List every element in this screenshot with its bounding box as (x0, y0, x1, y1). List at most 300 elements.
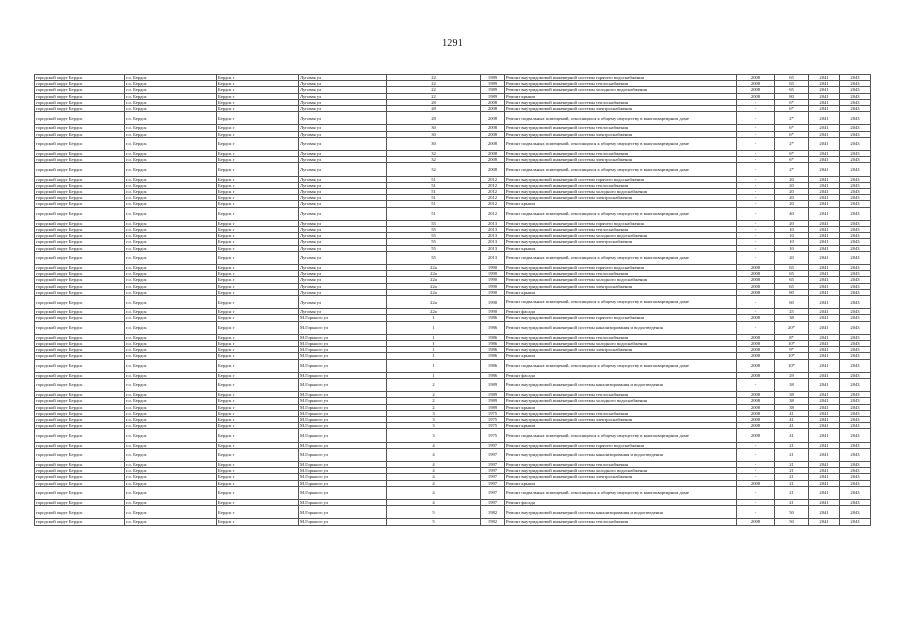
period-end-cell: 2043 (840, 265, 871, 271)
last-repair-year-cell: - (737, 137, 775, 150)
locality-cell: Бердск г (217, 506, 299, 519)
street-cell: М.Горького ул (299, 321, 387, 334)
period-start-cell: 2041 (809, 189, 840, 195)
last-repair-year-cell: - (737, 461, 775, 467)
last-repair-year-cell: 2008 (737, 277, 775, 283)
period-end-cell: 2043 (840, 442, 871, 448)
settlement-cell: г.о. Бердск (125, 353, 217, 359)
wear-percent-cell: 80 (775, 289, 809, 295)
street-cell: Луговая ул (299, 99, 387, 105)
wear-percent-cell: 9* (775, 347, 809, 353)
settlement-cell: г.о. Бердск (125, 277, 217, 283)
street-cell: М.Горького ул (299, 461, 387, 467)
house-number-cell: 22 (387, 75, 481, 81)
build-year-cell: 1997 (481, 468, 505, 474)
house-number-cell: 22 (387, 81, 481, 87)
municipality-cell: городской округ Бердск (35, 157, 125, 163)
wear-percent-cell: 21 (775, 474, 809, 480)
municipality-cell: городской округ Бердск (35, 309, 125, 315)
period-end-cell: 2043 (840, 157, 871, 163)
municipality-cell: городской округ Бердск (35, 379, 125, 392)
build-year-cell: 1997 (481, 442, 505, 448)
period-end-cell: 2043 (840, 423, 871, 429)
work-type-cell: Ремонт внутридомовой инженерной системы горячего водоснабжения (505, 442, 737, 448)
settlement-cell: г.о. Бердск (125, 379, 217, 392)
period-end-cell: 2043 (840, 87, 871, 93)
build-year-cell: 1989 (481, 398, 505, 404)
locality-cell: Бердск г (217, 296, 299, 309)
work-type-cell: Ремонт крыши (505, 423, 737, 429)
work-type-cell: Ремонт подвальных помещений, относящихся к общему имуществу в многоквартирном доме (505, 251, 737, 264)
wear-percent-cell: 20 (775, 201, 809, 207)
period-start-cell: 2041 (809, 347, 840, 353)
locality-cell: Бердск г (217, 404, 299, 410)
municipality-cell: городской округ Бердск (35, 410, 125, 416)
work-type-cell: Ремонт внутридомовой инженерной системы горячего водоснабжения (505, 265, 737, 271)
wear-percent-cell: 41 (775, 423, 809, 429)
street-cell: М.Горького ул (299, 417, 387, 423)
locality-cell: Бердск г (217, 334, 299, 340)
street-cell: Луговая ул (299, 106, 387, 112)
build-year-cell: 2012 (481, 176, 505, 182)
build-year-cell: 2008 (481, 125, 505, 131)
period-end-cell: 2043 (840, 99, 871, 105)
work-type-cell: Ремонт внутридомовой инженерной системы теплоснабжения (505, 99, 737, 105)
settlement-cell: г.о. Бердск (125, 182, 217, 188)
municipality-cell: городской округ Бердск (35, 125, 125, 131)
period-end-cell: 2043 (840, 392, 871, 398)
settlement-cell: г.о. Бердск (125, 151, 217, 157)
street-cell: Луговая ул (299, 163, 387, 176)
municipality-cell: городской округ Бердск (35, 506, 125, 519)
build-year-cell: 1989 (481, 93, 505, 99)
street-cell: М.Горького ул (299, 480, 387, 486)
table-row (35, 137, 871, 150)
wear-percent-cell: 20 (775, 195, 809, 201)
wear-percent-cell: 20 (775, 176, 809, 182)
last-repair-year-cell: - (737, 106, 775, 112)
municipality-cell: городской округ Бердск (35, 137, 125, 150)
work-type-cell: Ремонт внутридомовой инженерной системы холодного водоснабжения (505, 468, 737, 474)
build-year-cell: 2012 (481, 207, 505, 220)
table-row (35, 506, 871, 519)
locality-cell: Бердск г (217, 359, 299, 372)
work-type-cell: Ремонт внутридомовой инженерной системы теплоснабжения (505, 151, 737, 157)
locality-cell: Бердск г (217, 233, 299, 239)
locality-cell: Бердск г (217, 442, 299, 448)
period-end-cell: 2043 (840, 239, 871, 245)
period-end-cell: 2043 (840, 506, 871, 519)
street-cell: М.Горького ул (299, 423, 387, 429)
period-start-cell: 2041 (809, 163, 840, 176)
work-type-cell: Ремонт внутридомовой инженерной системы теплоснабжения (505, 410, 737, 416)
period-end-cell: 2043 (840, 176, 871, 182)
period-start-cell: 2041 (809, 474, 840, 480)
build-year-cell: 1982 (481, 506, 505, 519)
street-cell: Луговая ул (299, 93, 387, 99)
wear-percent-cell: 21 (775, 468, 809, 474)
locality-cell: Бердск г (217, 321, 299, 334)
table-row (35, 429, 871, 442)
settlement-cell: г.о. Бердск (125, 448, 217, 461)
build-year-cell: 1997 (481, 461, 505, 467)
wear-percent-cell: 38 (775, 392, 809, 398)
build-year-cell: 2008 (481, 99, 505, 105)
settlement-cell: г.о. Бердск (125, 251, 217, 264)
house-number-cell: 4 (387, 480, 481, 486)
last-repair-year-cell: - (737, 131, 775, 137)
municipality-cell: городской округ Бердск (35, 296, 125, 309)
house-number-cell: 51 (387, 176, 481, 182)
settlement-cell: г.о. Бердск (125, 75, 217, 81)
period-end-cell: 2043 (840, 321, 871, 334)
table-row (35, 251, 871, 264)
street-cell: Луговая ул (299, 182, 387, 188)
locality-cell: Бердск г (217, 207, 299, 220)
municipality-cell: городской округ Бердск (35, 131, 125, 137)
settlement-cell: г.о. Бердск (125, 404, 217, 410)
locality-cell: Бердск г (217, 112, 299, 125)
work-type-cell: Ремонт внутридомовой инженерной системы теплоснабжения (505, 461, 737, 467)
municipality-cell: городской округ Бердск (35, 321, 125, 334)
period-end-cell: 2043 (840, 220, 871, 226)
settlement-cell: г.о. Бердск (125, 283, 217, 289)
settlement-cell: г.о. Бердск (125, 189, 217, 195)
build-year-cell: 2012 (481, 201, 505, 207)
house-number-cell: 1 (387, 372, 481, 378)
house-number-cell: 51 (387, 207, 481, 220)
period-end-cell: 2043 (840, 341, 871, 347)
last-repair-year-cell: - (737, 182, 775, 188)
wear-percent-cell: 8* (775, 334, 809, 340)
locality-cell: Бердск г (217, 519, 299, 525)
settlement-cell: г.о. Бердск (125, 398, 217, 404)
street-cell: Луговая ул (299, 283, 387, 289)
house-number-cell: 4 (387, 442, 481, 448)
house-number-cell: 22а (387, 296, 481, 309)
period-start-cell: 2041 (809, 87, 840, 93)
settlement-cell: г.о. Бердск (125, 499, 217, 505)
last-repair-year-cell: 2008 (737, 423, 775, 429)
locality-cell: Бердск г (217, 392, 299, 398)
work-type-cell: Ремонт внутридомовой инженерной системы электроснабжения (505, 157, 737, 163)
build-year-cell: 1997 (481, 480, 505, 486)
work-type-cell: Ремонт внутридомовой инженерной системы теплоснабжения (505, 334, 737, 340)
period-start-cell: 2041 (809, 372, 840, 378)
work-type-cell: Ремонт внутридомовой инженерной системы электроснабжения (505, 474, 737, 480)
period-start-cell: 2041 (809, 201, 840, 207)
period-end-cell: 2043 (840, 372, 871, 378)
wear-percent-cell: 65 (775, 87, 809, 93)
house-number-cell: 22а (387, 289, 481, 295)
period-end-cell: 2043 (840, 410, 871, 416)
last-repair-year-cell: - (737, 321, 775, 334)
build-year-cell: 2013 (481, 220, 505, 226)
work-type-cell: Ремонт внутридомовой инженерной системы теплоснабжения (505, 227, 737, 233)
locality-cell: Бердск г (217, 341, 299, 347)
locality-cell: Бердск г (217, 93, 299, 99)
build-year-cell: 1989 (481, 392, 505, 398)
settlement-cell: г.о. Бердск (125, 341, 217, 347)
house-number-cell: 3 (387, 417, 481, 423)
table-row (35, 379, 871, 392)
work-type-cell: Ремонт внутридомовой инженерной системы канализирования и водоотведения (505, 506, 737, 519)
last-repair-year-cell: 2008 (737, 372, 775, 378)
last-repair-year-cell: 2008 (737, 480, 775, 486)
municipality-cell: городской округ Бердск (35, 486, 125, 499)
settlement-cell: г.о. Бердск (125, 296, 217, 309)
last-repair-year-cell: - (737, 296, 775, 309)
build-year-cell: 1975 (481, 423, 505, 429)
last-repair-year-cell: 2008 (737, 398, 775, 404)
street-cell: М.Горького ул (299, 474, 387, 480)
locality-cell: Бердск г (217, 474, 299, 480)
wear-percent-cell: 65 (775, 277, 809, 283)
settlement-cell: г.о. Бердск (125, 309, 217, 315)
period-start-cell: 2041 (809, 423, 840, 429)
wear-percent-cell: 65 (775, 271, 809, 277)
house-number-cell: 4 (387, 461, 481, 467)
period-start-cell: 2041 (809, 75, 840, 81)
work-type-cell: Ремонт фасада (505, 372, 737, 378)
period-start-cell: 2041 (809, 353, 840, 359)
street-cell: М.Горького ул (299, 315, 387, 321)
period-end-cell: 2043 (840, 499, 871, 505)
municipality-cell: городской округ Бердск (35, 227, 125, 233)
build-year-cell: 2013 (481, 239, 505, 245)
street-cell: Луговая ул (299, 137, 387, 150)
wear-percent-cell: 20 (775, 251, 809, 264)
wear-percent-cell: 6* (775, 151, 809, 157)
municipality-cell: городской округ Бердск (35, 112, 125, 125)
period-start-cell: 2041 (809, 398, 840, 404)
period-start-cell: 2041 (809, 359, 840, 372)
build-year-cell: 1997 (481, 448, 505, 461)
period-end-cell: 2043 (840, 486, 871, 499)
wear-percent-cell: 10* (775, 359, 809, 372)
build-year-cell: 1986 (481, 321, 505, 334)
house-number-cell: 55 (387, 245, 481, 251)
period-start-cell: 2041 (809, 233, 840, 239)
last-repair-year-cell: - (737, 189, 775, 195)
municipality-cell: городской округ Бердск (35, 442, 125, 448)
period-start-cell: 2041 (809, 283, 840, 289)
period-end-cell: 2043 (840, 429, 871, 442)
build-year-cell: 1990 (481, 265, 505, 271)
repair-schedule-sheet (34, 74, 870, 526)
wear-percent-cell: 21 (775, 442, 809, 448)
period-end-cell: 2043 (840, 379, 871, 392)
wear-percent-cell: 80 (775, 93, 809, 99)
municipality-cell: городской округ Бердск (35, 468, 125, 474)
municipality-cell: городской округ Бердск (35, 239, 125, 245)
period-start-cell: 2041 (809, 379, 840, 392)
municipality-cell: городской округ Бердск (35, 195, 125, 201)
wear-percent-cell: 38 (775, 398, 809, 404)
municipality-cell: городской округ Бердск (35, 334, 125, 340)
repair-schedule-table (34, 74, 871, 526)
table-row (35, 519, 871, 525)
house-number-cell: 32 (387, 157, 481, 163)
street-cell: Луговая ул (299, 112, 387, 125)
settlement-cell: г.о. Бердск (125, 347, 217, 353)
period-start-cell: 2041 (809, 112, 840, 125)
build-year-cell: 1989 (481, 87, 505, 93)
house-number-cell: 4 (387, 486, 481, 499)
house-number-cell: 22 (387, 87, 481, 93)
municipality-cell: городской округ Бердск (35, 265, 125, 271)
municipality-cell: городской округ Бердск (35, 289, 125, 295)
build-year-cell: 2008 (481, 106, 505, 112)
period-start-cell: 2041 (809, 277, 840, 283)
settlement-cell: г.о. Бердск (125, 423, 217, 429)
work-type-cell: Ремонт крыши (505, 480, 737, 486)
work-type-cell: Ремонт внутридомовой инженерной системы холодного водоснабжения (505, 189, 737, 195)
last-repair-year-cell: 2008 (737, 93, 775, 99)
build-year-cell: 1990 (481, 271, 505, 277)
municipality-cell: городской округ Бердск (35, 271, 125, 277)
table-row (35, 296, 871, 309)
settlement-cell: г.о. Бердск (125, 137, 217, 150)
work-type-cell: Ремонт подвальных помещений, относящихся к общему имуществу в многоквартирном доме (505, 296, 737, 309)
house-number-cell: 22а (387, 277, 481, 283)
work-type-cell: Ремонт подвальных помещений, относящихся к общему имуществу в многоквартирном доме (505, 486, 737, 499)
period-start-cell: 2041 (809, 265, 840, 271)
settlement-cell: г.о. Бердск (125, 506, 217, 519)
locality-cell: Бердск г (217, 309, 299, 315)
last-repair-year-cell: 2008 (737, 289, 775, 295)
build-year-cell: 2008 (481, 137, 505, 150)
municipality-cell: городской округ Бердск (35, 480, 125, 486)
period-end-cell: 2043 (840, 404, 871, 410)
locality-cell: Бердск г (217, 480, 299, 486)
period-end-cell: 2043 (840, 233, 871, 239)
build-year-cell: 1989 (481, 404, 505, 410)
work-type-cell: Ремонт крыши (505, 404, 737, 410)
street-cell: Луговая ул (299, 201, 387, 207)
locality-cell: Бердск г (217, 99, 299, 105)
build-year-cell: 1986 (481, 347, 505, 353)
period-start-cell: 2041 (809, 239, 840, 245)
work-type-cell: Ремонт внутридомовой инженерной системы горячего водоснабжения (505, 75, 737, 81)
last-repair-year-cell: 2008 (737, 410, 775, 416)
street-cell: Луговая ул (299, 87, 387, 93)
period-end-cell: 2043 (840, 289, 871, 295)
table-row (35, 207, 871, 220)
work-type-cell: Ремонт внутридомовой инженерной системы холодного водоснабжения (505, 233, 737, 239)
last-repair-year-cell: - (737, 157, 775, 163)
period-start-cell: 2041 (809, 125, 840, 131)
build-year-cell: 2008 (481, 131, 505, 137)
period-end-cell: 2043 (840, 347, 871, 353)
locality-cell: Бердск г (217, 106, 299, 112)
wear-percent-cell: 10 (775, 227, 809, 233)
house-number-cell: 55 (387, 220, 481, 226)
street-cell: Луговая ул (299, 271, 387, 277)
street-cell: М.Горького ул (299, 372, 387, 378)
locality-cell: Бердск г (217, 410, 299, 416)
period-start-cell: 2041 (809, 341, 840, 347)
house-number-cell: 51 (387, 201, 481, 207)
period-start-cell: 2041 (809, 392, 840, 398)
work-type-cell: Ремонт внутридомовой инженерной системы холодного водоснабжения (505, 398, 737, 404)
page-number: 1291 (442, 38, 463, 49)
settlement-cell: г.о. Бердск (125, 372, 217, 378)
last-repair-year-cell: 2008 (737, 353, 775, 359)
street-cell: Луговая ул (299, 245, 387, 251)
street-cell: Луговая ул (299, 81, 387, 87)
locality-cell: Бердск г (217, 137, 299, 150)
period-start-cell: 2041 (809, 227, 840, 233)
build-year-cell: 2012 (481, 182, 505, 188)
wear-percent-cell: 10 (775, 233, 809, 239)
last-repair-year-cell: 2008 (737, 81, 775, 87)
build-year-cell: 1986 (481, 315, 505, 321)
settlement-cell: г.о. Бердск (125, 233, 217, 239)
period-start-cell: 2041 (809, 131, 840, 137)
settlement-cell: г.о. Бердск (125, 474, 217, 480)
wear-percent-cell: 38 (775, 379, 809, 392)
wear-percent-cell: 2* (775, 163, 809, 176)
period-end-cell: 2043 (840, 182, 871, 188)
locality-cell: Бердск г (217, 461, 299, 467)
municipality-cell: городской округ Бердск (35, 106, 125, 112)
wear-percent-cell: 21 (775, 480, 809, 486)
wear-percent-cell: 21 (775, 461, 809, 467)
period-end-cell: 2043 (840, 189, 871, 195)
locality-cell: Бердск г (217, 265, 299, 271)
municipality-cell: городской округ Бердск (35, 163, 125, 176)
house-number-cell: 28 (387, 106, 481, 112)
build-year-cell: 1990 (481, 283, 505, 289)
municipality-cell: городской округ Бердск (35, 201, 125, 207)
locality-cell: Бердск г (217, 125, 299, 131)
street-cell: М.Горького ул (299, 353, 387, 359)
settlement-cell: г.о. Бердск (125, 289, 217, 295)
wear-percent-cell: 6* (775, 131, 809, 137)
last-repair-year-cell: - (737, 201, 775, 207)
settlement-cell: г.о. Бердск (125, 220, 217, 226)
wear-percent-cell: 65 (775, 283, 809, 289)
period-end-cell: 2043 (840, 137, 871, 150)
last-repair-year-cell: - (737, 163, 775, 176)
period-end-cell: 2043 (840, 201, 871, 207)
last-repair-year-cell: - (737, 151, 775, 157)
municipality-cell: городской округ Бердск (35, 176, 125, 182)
wear-percent-cell: 6* (775, 125, 809, 131)
street-cell: Луговая ул (299, 220, 387, 226)
wear-percent-cell: 40 (775, 207, 809, 220)
build-year-cell: 1989 (481, 75, 505, 81)
period-end-cell: 2043 (840, 474, 871, 480)
work-type-cell: Ремонт фасада (505, 309, 737, 315)
last-repair-year-cell: 2008 (737, 392, 775, 398)
period-start-cell: 2041 (809, 442, 840, 448)
settlement-cell: г.о. Бердск (125, 486, 217, 499)
locality-cell: Бердск г (217, 429, 299, 442)
settlement-cell: г.о. Бердск (125, 519, 217, 525)
locality-cell: Бердск г (217, 176, 299, 182)
house-number-cell: 2 (387, 379, 481, 392)
period-start-cell: 2041 (809, 81, 840, 87)
work-type-cell: Ремонт внутридомовой инженерной системы электроснабжения (505, 195, 737, 201)
period-end-cell: 2043 (840, 448, 871, 461)
work-type-cell: Ремонт внутридомовой инженерной системы канализирования и водоотведения (505, 379, 737, 392)
municipality-cell: городской округ Бердск (35, 392, 125, 398)
settlement-cell: г.о. Бердск (125, 163, 217, 176)
build-year-cell: 1986 (481, 334, 505, 340)
street-cell: Луговая ул (299, 251, 387, 264)
